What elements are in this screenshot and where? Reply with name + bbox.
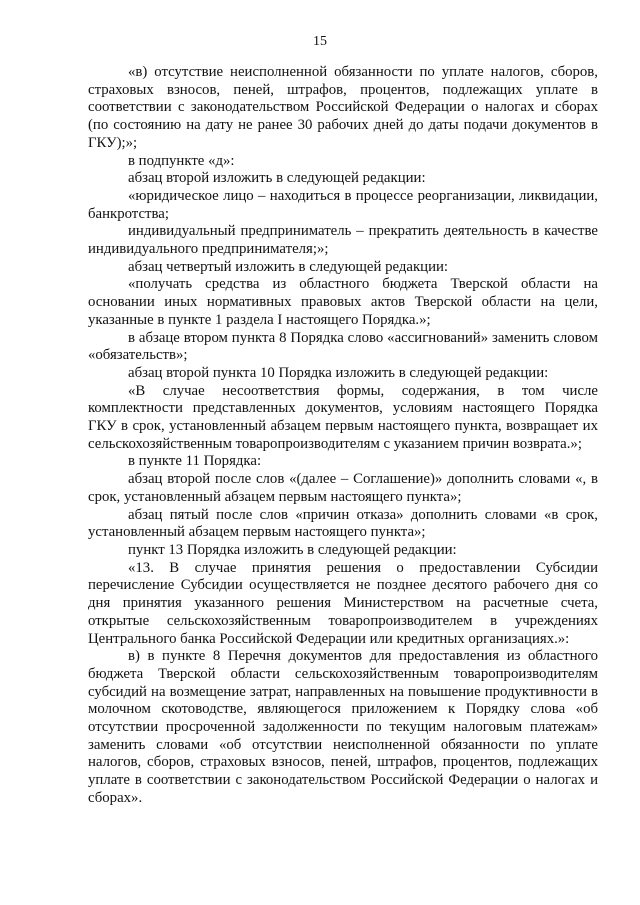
paragraph-fifth-abzats-add: абзац пятый после слов «причин отказа» дополнить словами «в срок, установленный абзацем первым настоящего пункта»; — [88, 506, 598, 541]
paragraph-item-v-documents-list: в) в пункте 8 Перечня документов для предоставления из областного бюджета Тверской области сельскохозяйственным товаропроизводителям субсидий на возмещение затрат, направленных на повышение продуктивности в молочном скотоводстве, являющегося приложением к Порядку слова «об отсутствии просроченной задолженности по текущим налоговым платежам» заменить словами «об отсутствии неисполненной обязанности по уплате налогов, сборов, страховых взносов, пеней, штрафов, процентов, подлежащих уплате в соответствии с законодательством Российской Федерации о налогах и сборах». — [88, 648, 598, 806]
document-body — [88, 64, 598, 808]
paragraph-item-v-absence-of-obligation: «в) отсутствие неисполненной обязанности по уплате налогов, сборов, страховых взносов, пеней, штрафов, процентов, подлежащих уплате в соответствии с законодательством Российской Федерации о налогах и сборах (по состоянию на дату не ранее 30 рабочих дней до даты подачи документов в ГКУ);»; — [88, 64, 598, 151]
paragraph-subpoint-d: в подпункте «д»: — [128, 152, 235, 169]
paragraph-receive-funds: «получать средства из областного бюджета Тверской области на основании иных нормативных правовых актов Тверской области на цели, указанные в пункте 1 раздела I настоящего Порядка.»; — [88, 276, 598, 328]
page-number: 15 — [313, 34, 327, 49]
paragraph-legal-entity: «юридическое лицо – находиться в процессе реорганизации, ликвидации, банкротства; — [88, 187, 598, 222]
paragraph-nonconformity: «В случае несоответствия формы, содержания, в том числе комплектности представленных документов, условиям настоящего Порядка ГКУ в срок, установленный абзацем первым настоящего пункта, возвращает их сельскохозяйственным товаропроизводителям с указанием причин возврата.»; — [88, 382, 598, 452]
paragraph-second-abzats-edit: абзац второй изложить в следующей редакции: — [128, 170, 426, 187]
paragraph-subsidy-transfer: «13. В случае принятия решения о предоставлении Субсидии перечисление Субсидии осуществляется не позднее десятого рабочего дня со дня принятия указанного решения Министерством на расчетные счета, открытые сельскохозяйственным товаропроизводителем в учреждениях Центрального банка Российской Федерации или кредитных организациях.»: — [88, 559, 598, 647]
paragraph-point-11: в пункте 11 Порядка: — [128, 453, 262, 470]
paragraph-fourth-abzats-edit: абзац четвертый изложить в следующей редакции: — [128, 258, 449, 275]
paragraph-second-abzats-add: абзац второй после слов «(далее – Соглашение)» дополнить словами «, в срок, установленный абзацем первым настоящего пункта»; — [88, 471, 598, 505]
paragraph-point-10-edit: абзац второй пункта 10 Порядка изложить в следующей редакции: — [128, 364, 549, 381]
paragraph-individual-entrepreneur: индивидуальный предприниматель – прекратить деятельность в качестве индивидуального предпринимателя;»; — [88, 223, 598, 258]
paragraph-point-8-replace: в абзаце втором пункта 8 Порядка слово «ассигнований» заменить словом «обязательств»; — [88, 329, 598, 364]
paragraph-point-13-edit: пункт 13 Порядка изложить в следующей редакции: — [128, 541, 457, 558]
